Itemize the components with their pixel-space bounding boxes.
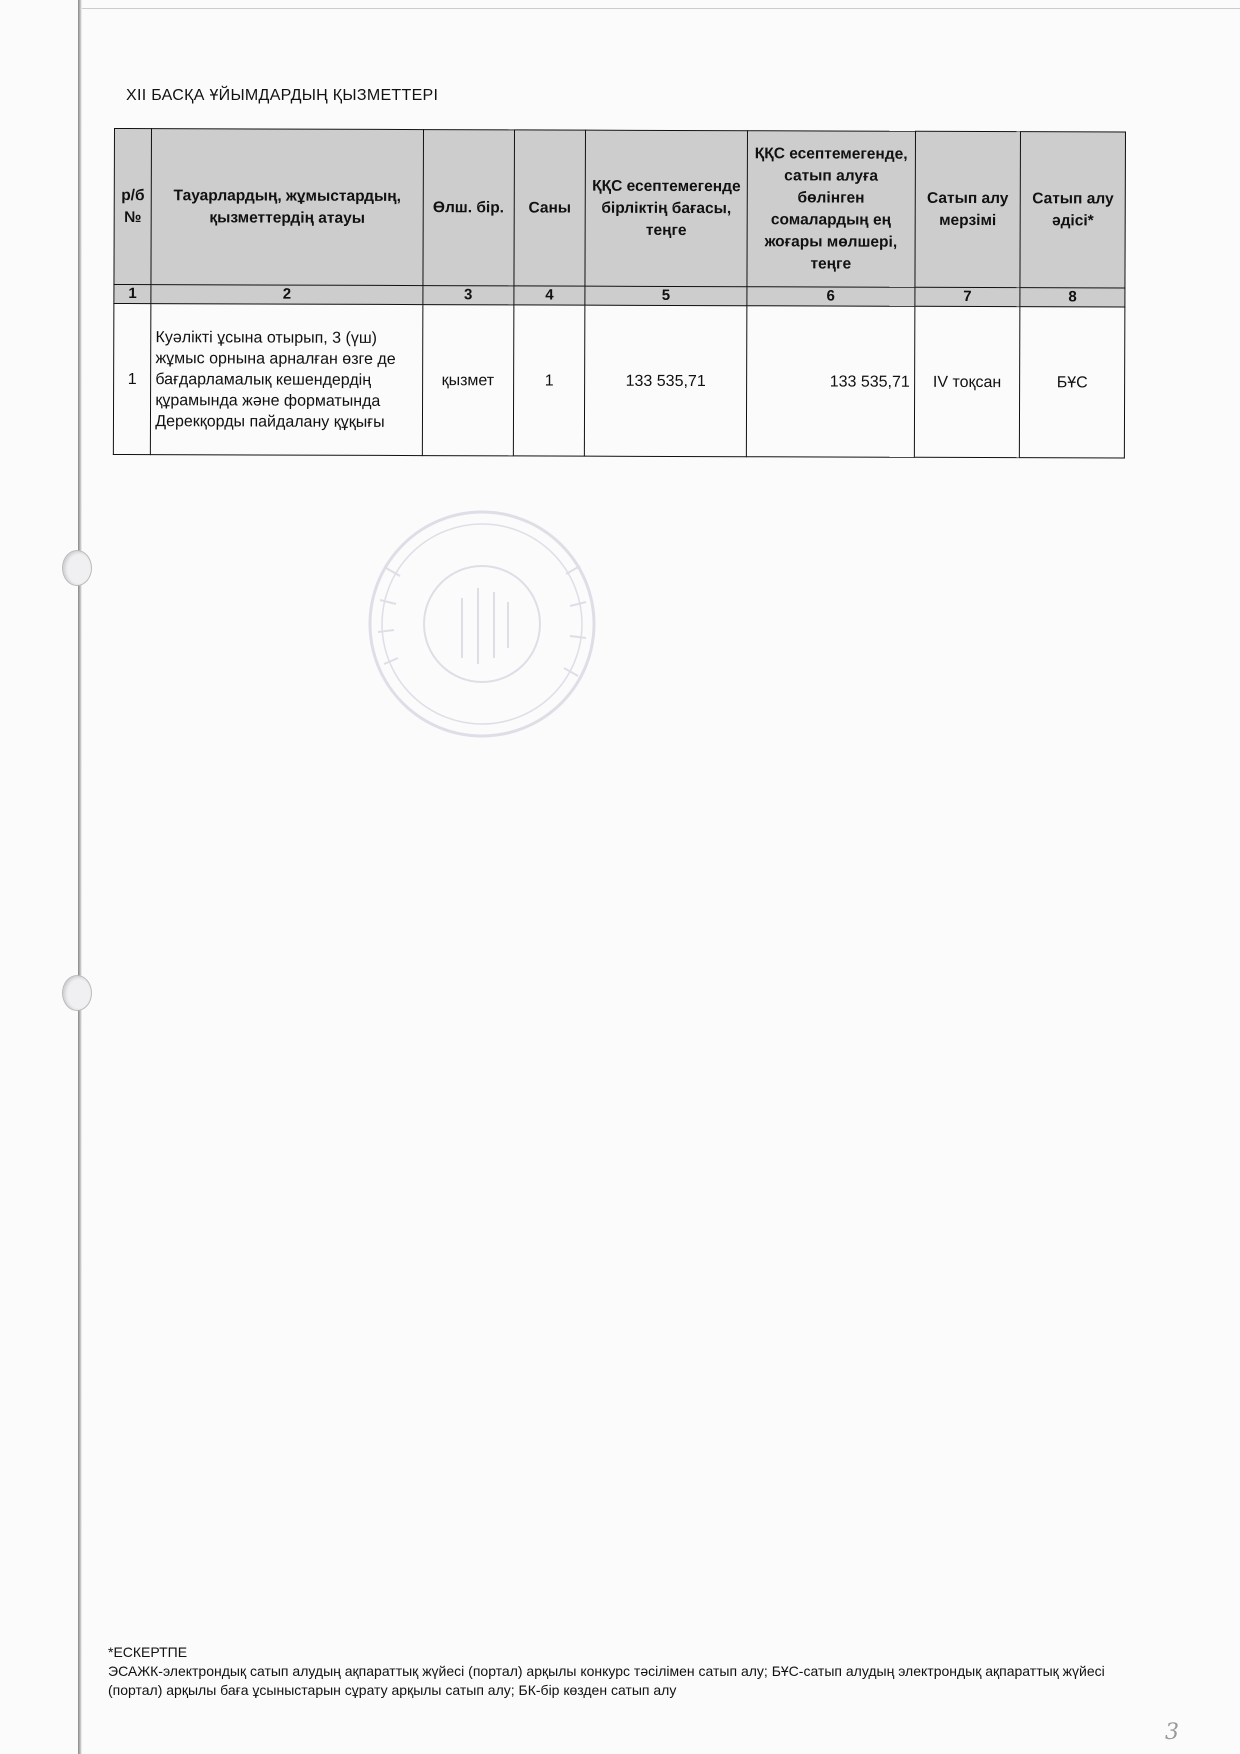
header-cell-name: Тауарлардың, жұмыстардың, қызметтердің атауы	[151, 129, 423, 286]
item-unit-price: 133 535,71	[585, 305, 747, 457]
header-cell-max-amount: ҚҚС есептемегенде, сатып алуға бөлінген сомалардың ең жоғары мөлшері, теңге	[747, 131, 915, 288]
round-seal-icon	[366, 508, 598, 740]
header-cell-method: Сатып алу әдісі*	[1020, 132, 1125, 288]
item-method: БҰС	[1020, 307, 1125, 458]
item-quantity: 1	[513, 305, 585, 456]
column-number: 3	[423, 286, 514, 305]
row-number: 1	[113, 304, 151, 455]
section-title: XII БАСҚА ҰЙЫМДАРДЫҢ ҚЫЗМЕТТЕРІ	[126, 87, 439, 104]
column-number: 2	[151, 285, 422, 305]
header-row	[114, 129, 1126, 289]
footnote-text: ЭСАЖК-электрондық сатып алудың ақпараттық жүйесі (портал) арқылы конкурс тәсілімен сатып алу; БҰС-сатып алудың электрондық ақпараттық жүйесі (портал) арқылы баға ұсыныстарын сұрату арқылы сатып алу; БК-бір көзден сатып алу	[108, 1663, 1105, 1698]
binding-edge	[78, 0, 82, 1754]
header-cell-qty: Саны	[514, 130, 586, 286]
header-cell-unit: Өлш. бір.	[423, 130, 515, 286]
item-unit: қызмет	[422, 305, 514, 456]
procurement-table	[113, 128, 1126, 459]
header-cell-unit-price: ҚҚС есептемегенде бірліктің бағасы, теңге	[585, 130, 747, 287]
page-number: 3	[1165, 1720, 1179, 1745]
item-period: IV тоқсан	[914, 306, 1020, 457]
column-number: 7	[915, 287, 1021, 306]
item-max-amount: 133 535,71	[746, 306, 914, 458]
column-number: 6	[747, 287, 915, 307]
punch-hole-lower	[62, 975, 92, 1011]
item-name: Куәлікті ұсына отырып, 3 (үш) жұмыс орнына арналған өзге де бағдарламалық кешендердің құрамында және форматында Дерекқорды пайдалану құқығы	[151, 304, 423, 456]
footnote-label: *ЕСКЕРТПЕ	[108, 1644, 188, 1660]
column-number: 4	[514, 286, 586, 305]
punch-hole-upper	[62, 550, 92, 586]
table-row	[113, 304, 1125, 459]
column-number: 5	[585, 286, 747, 306]
column-number: 8	[1020, 288, 1125, 307]
footnote	[108, 1643, 1138, 1700]
top-rule	[82, 8, 1240, 9]
column-number: 1	[114, 285, 151, 304]
header-cell-no: р/б №	[114, 129, 152, 285]
header-cell-period: Сатып алу мерзімі	[915, 131, 1021, 287]
